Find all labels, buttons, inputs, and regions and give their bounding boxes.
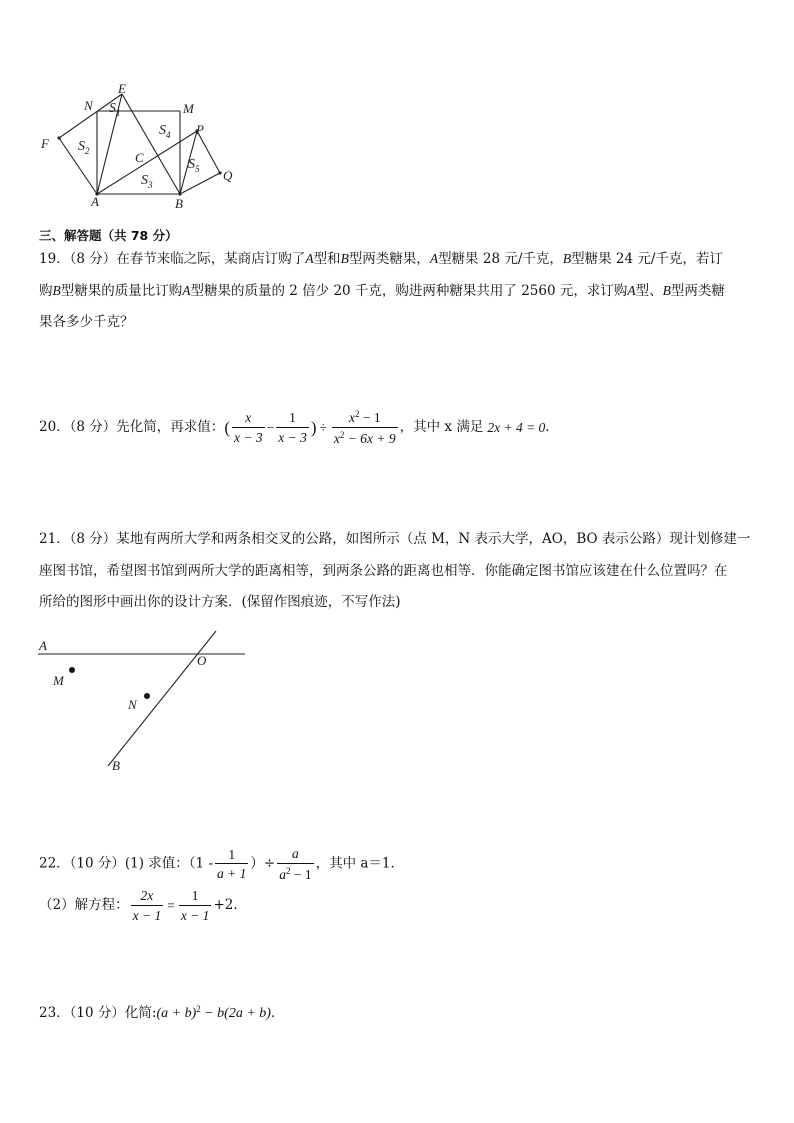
label-m: M xyxy=(183,101,194,116)
q19-line-2 xyxy=(39,284,725,299)
var-a: A xyxy=(305,251,314,266)
label-p: P xyxy=(196,122,204,137)
q22-part-1: 22．（10 分）(1) 求值：（1 - $\frac{1}{a + 1}$ ）÷ $\frac{a}{a^2 - 1}$ ，其中 a＝1． xyxy=(39,846,405,882)
q19-text: 型和 xyxy=(313,251,341,267)
q23-line: 23．（10 分）化简:(a + b)$^2$ − b(2a + b)． xyxy=(39,1004,285,1021)
label-o: O xyxy=(197,653,207,668)
q20-suffix: ，其中 x 满足 xyxy=(399,418,484,435)
q22-suffix: ，其中 a＝1． xyxy=(315,855,405,872)
label-m: M xyxy=(53,673,64,688)
segment-pq xyxy=(197,131,220,173)
q21-line-2: 座图书馆，希望图书馆到两所大学的距离相等，到两条公路的距离也相等．你能确定图书馆应该建在什么位置吗？在 xyxy=(39,563,728,579)
q19-text: 型糖果的质量比订购 xyxy=(60,283,183,299)
area-s3: $S_3$ xyxy=(141,173,153,190)
label-a: A xyxy=(39,638,47,653)
q19-text: 19．（8 分）在春节来临之际，某商店订购了 xyxy=(39,251,306,267)
label-n: N xyxy=(128,697,137,712)
q22-part2-prefix: （2）解方程： xyxy=(39,896,129,913)
q22-fraction-4: $\frac{1}{x - 1}$ xyxy=(180,888,210,923)
area-s2: $S_2$ xyxy=(78,139,90,156)
area-s1: $S_1$ xyxy=(109,101,121,118)
q19-text: 型糖果的质量的 2 倍少 20 千克，购进两种糖果共用了 2560 元，求订购 xyxy=(190,283,628,299)
q21-line-3: 所给的图形中画出你的设计方案．(保留作图痕迹，不写作法) xyxy=(39,594,401,610)
q22-fraction-2: $\frac{a}{a^2 - 1}$ xyxy=(279,846,312,882)
q21-line-1: 21．（8 分）某地有两所大学和两条相交叉的公路，如图所示（点 M，N 表示大学，AO，BO 表示公路）现计划修建一 xyxy=(39,531,751,547)
label-f: F xyxy=(41,136,49,151)
label-b: B xyxy=(175,196,183,211)
point-n xyxy=(144,693,150,699)
area-s5: $S_5$ xyxy=(188,157,200,174)
road-bo xyxy=(108,631,216,766)
q20-fraction-2: $\frac{1}{x - 3}$ xyxy=(278,410,307,445)
q23-expr-1: (a + b) xyxy=(156,1006,197,1021)
q20-fraction-3: $\frac{x^2 - 1}{x^2 - 6x + 9}$ xyxy=(333,409,396,446)
label-c: C xyxy=(135,150,144,165)
q19-text: 型糖果 24 元/千克，若订 xyxy=(571,251,723,267)
q22-fraction-3: $\frac{2x}{x - 1}$ xyxy=(132,888,162,923)
q19-line-3: 果各多少千克？ xyxy=(39,314,134,330)
var-b: B xyxy=(340,251,349,266)
roads-figure xyxy=(30,628,260,778)
q19-text: 型、 xyxy=(635,283,663,299)
q20-line: 20．（8 分）先化简，再求值：( $\frac{x}{x - 3}$ − $\frac{1}{x - 3}$ ) ÷ $\frac{x^2 - 1}{x^2 - 6x + 9}$ ，其中 x 满足 2x + 4 = 0． xyxy=(39,409,559,446)
q23-expr-2: − b(2a + b) xyxy=(200,1006,271,1021)
label-e: E xyxy=(118,82,126,96)
segment-qb xyxy=(180,173,220,194)
q19-text: 型糖果 28 元/千克， xyxy=(438,251,563,267)
q19-line-1 xyxy=(39,252,723,267)
q19-text: 购 xyxy=(39,283,53,299)
label-q: Q xyxy=(223,168,233,183)
q22-part-2: （2）解方程： $\frac{2x}{x - 1}$ = $\frac{1}{x - 1}$ +2． xyxy=(39,888,247,923)
q22-prefix: 22．（10 分）(1) 求值：（1 - xyxy=(39,855,214,872)
q22-fraction-1: $\frac{1}{a + 1}$ xyxy=(217,846,247,881)
q19-text: 型两类糖果， xyxy=(348,251,430,267)
q23-prefix: 23．（10 分）化简: xyxy=(39,1005,157,1021)
q20-prefix: 20．（8 分）先化简，再求值： xyxy=(39,418,225,435)
q20-condition: 2x + 4 = 0 xyxy=(487,419,546,435)
point-m xyxy=(69,667,75,673)
var-a: A xyxy=(429,251,439,266)
var-b: B xyxy=(52,283,61,298)
label-n: N xyxy=(84,98,93,113)
var-b: B xyxy=(662,283,671,298)
q22-part2-suffix: +2． xyxy=(213,896,247,913)
area-s4: $S_4$ xyxy=(159,123,171,140)
segment-eb xyxy=(122,94,180,194)
label-a: A xyxy=(91,194,99,209)
label-b: B xyxy=(112,758,120,773)
section-heading: 三、解答题（共 78 分） xyxy=(39,228,178,243)
var-a: A xyxy=(627,283,636,298)
var-a: A xyxy=(182,283,191,298)
q20-fraction-1: $\frac{x}{x - 3}$ xyxy=(233,410,263,445)
var-b: B xyxy=(562,251,572,266)
q19-text: 型两类糖 xyxy=(670,283,725,299)
geometry-figure-squares xyxy=(35,82,245,212)
